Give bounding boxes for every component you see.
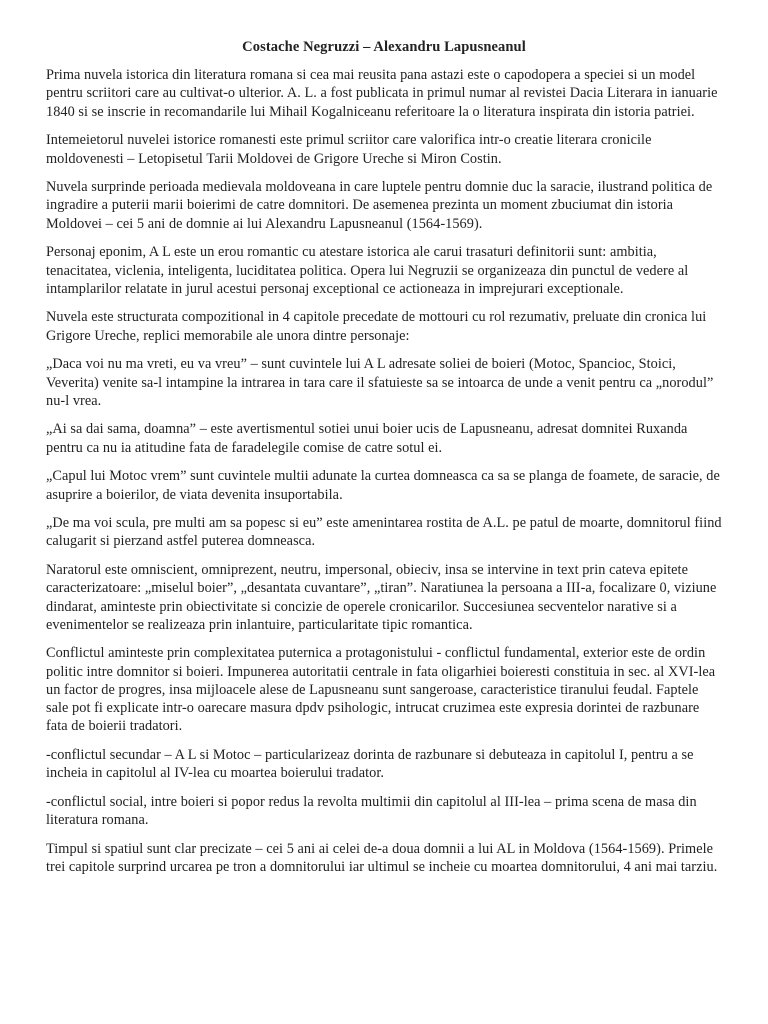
paragraph-founder: Intemeietorul nuvelei istorice romanesti este primul scriitor care valorifica intr-o creatie literara cronicile moldovenesti – Letopisetul Tarii Moldovei de Grigore Ureche si Miron Costin.	[46, 132, 652, 167]
paragraph-intro: Prima nuvela istorica din literatura romana si cea mai reusita pana astazi este o capodopera a speciei si un model pentru scriitori care au cultivat-o ulterior. A. L. a fost publicata in primul numar al revistei Dacia Literara in ianuarie 1840 si se inscrie in recomandarile lui Mihail Kogalniceanu referitoare la o literatura inspirata din istoria patriei.	[46, 67, 718, 120]
paragraph-time-space: Timpul si spatiul sunt clar precizate – cei 5 ani ai celei de-a doua domnii a lui AL in Moldova (1564-1569). Primele trei capitole surprind urcarea pe tron a domnitorului iar ultimul se incheie cu moartea domnitorului, 4 ani mai tarziu.	[46, 840, 718, 876]
paragraph-narrator: Naratorul este omniscient, omniprezent, neutru, impersonal, obieciv, insa se intervine in text prin cateva epitete caracterizatoare: „miselul boier”, „desantata cuvantare”, „tiran”. Naratiunea la persoana a III-a, focalizare 0, viziune dindarat, aminteste prin obiectivitate si concizie de operele cronicarilor. Succesiunea secventelor narative si a evenimentelor se realizeaza prin inlantuire, particularitate tipic romantica.	[46, 562, 717, 633]
paragraph-structure: Nuvela este structurata compozitional in 4 capitole precedate de mottouri cu rol rezumativ, preluate din cronica lui Grigore Ureche, replici memorabile ale unora dintre personaje:	[46, 309, 707, 344]
paragraph-motto-1: „Daca voi nu ma vreti, eu va vreu” – sunt cuvintele lui A L adresate soliei de boieri (Motoc, Spancioc, Stoici, Veverita) venite sa-l intampine la intrarea in tara care il sfatuieste sa se intoarca de unde a venit pentru ca „norodul” nu-l vrea.	[46, 356, 714, 409]
paragraph-motto-4: „De ma voi scula, pre multi am sa popesc si eu” este amenintarea rostita de A.L. pe patul de moarte, domnitorul fiind calugarit si pierzand astfel puterea domneasca.	[46, 515, 722, 550]
paragraph-conflict: Conflictul aminteste prin complexitatea puternica a protagonistului - conflictul fundamental, exterior este de ordin politic intre domnitor si boieri. Impunerea autoritatii centrale in fata oligarhiei boieresti constituia in sec. al XVI-lea un factor de progres, insa mijloacele alese de Lapusneanu sunt sangeroase, caracteristice tiranului feudal. Faptele sale pot fi explicate intr-o oarecare masura dpdv psihologic, intrucat cruzimea este expresia dorintei de razbunare fata de boierii tradatori.	[46, 645, 716, 735]
document-title: Costache Negruzzi – Alexandru Lapusneanul	[242, 39, 526, 55]
paragraph-motto-3: „Capul lui Motoc vrem” sunt cuvintele multii adunate la curtea domneasca ca sa se planga de foamete, de saracie, de asuprire a boierilor, de viata devenita insuportabila.	[46, 468, 720, 503]
paragraph-period: Nuvela surprinde perioada medievala moldoveana in care luptele pentru domnie duc la saracie, ilustrand politica de ingradire a puterii marii boierimi de catre domnitori. De asemenea prezinta un moment zbuciumat din istoria Moldovei – cei 5 ani de domnie ai lui Alexandru Lapusneanul (1564-1569).	[46, 179, 713, 232]
paragraph-motto-2: „Ai sa dai sama, doamna” – este avertismentul sotiei unui boier ucis de Lapusneanu, adresat domnitei Ruxanda pentru ca nu ia atitudine fata de faradelegile comise de catre sotul ei.	[46, 421, 688, 456]
paragraph-social-conflict: -conflictul social, intre boieri si popor redus la revolta multimii din capitolul al III-lea – prima scena de masa din literatura romana.	[46, 793, 697, 829]
paragraph-secondary-conflict: -conflictul secundar – A L si Motoc – particularizeaz dorinta de razbunare si debuteaza in capitolul I, pentru a se incheia in capitolul al IV-lea cu moartea boierului tradator.	[46, 747, 694, 782]
paragraph-character: Personaj eponim, A L este un erou romantic cu atestare istorica ale carui trasaturi definitorii sunt: ambitia, tenacitatea, viclenia, inteligenta, luciditatea politica. Opera lui Negruzii se organizeaza din punctul de vedere al intamplarilor relatate in jurul acestui personaj exceptional ce actioneaza in imprejurari exceptionale.	[46, 244, 689, 297]
